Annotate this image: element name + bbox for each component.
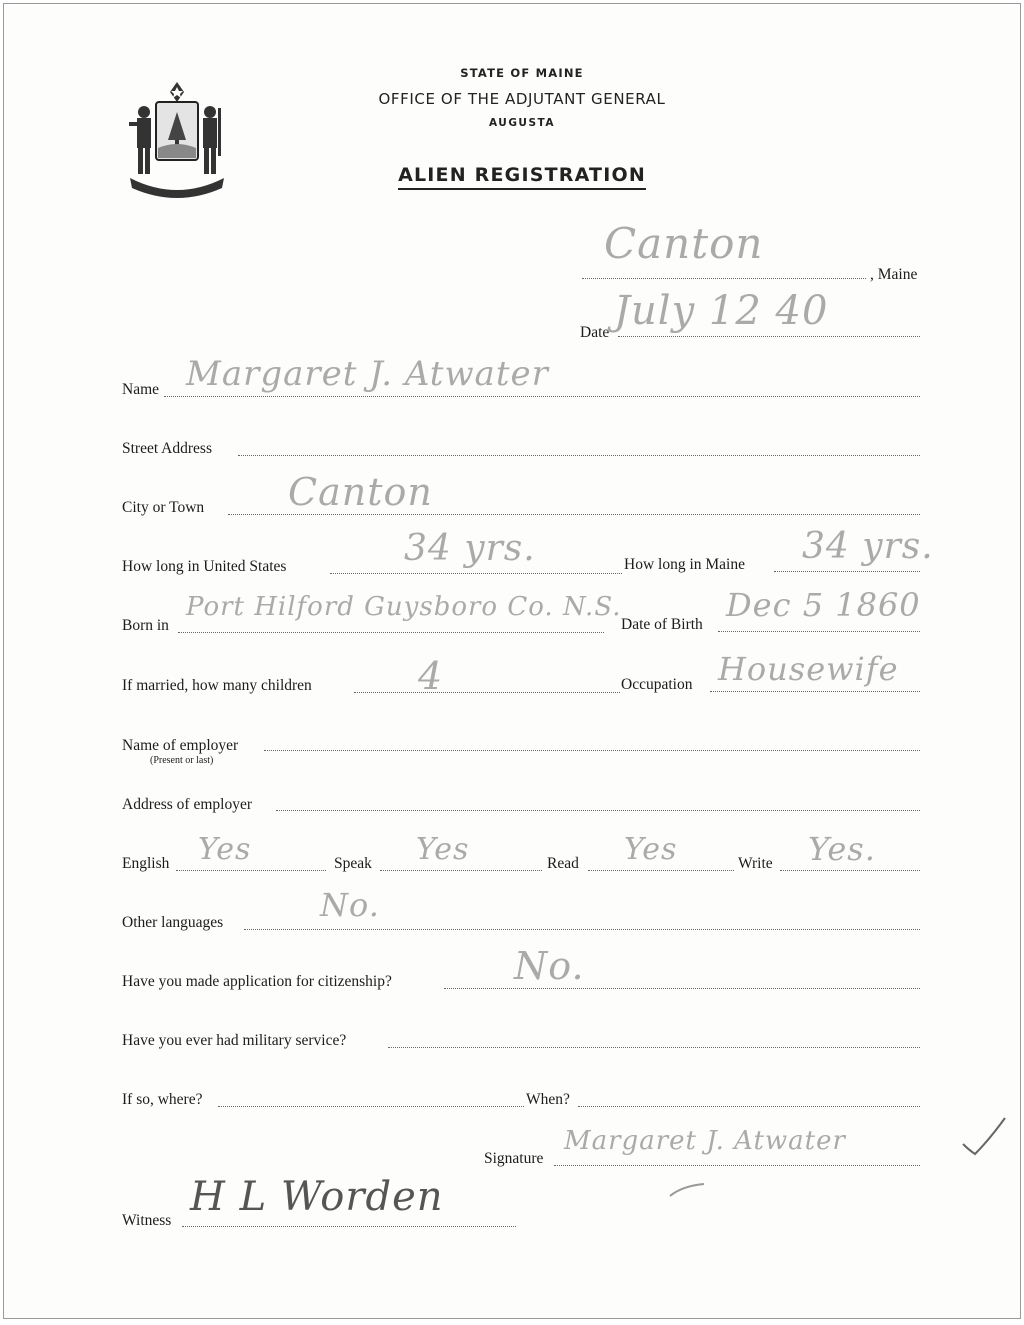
date-line — [618, 336, 920, 337]
read-label: Read — [547, 855, 579, 872]
how-long-us-entry: 34 yrs. — [404, 528, 536, 569]
how-long-maine-line — [774, 571, 920, 572]
read-line — [588, 870, 734, 871]
other-languages-line — [244, 929, 920, 930]
if-so-where-line — [218, 1106, 524, 1107]
children-line — [354, 692, 620, 693]
employer-name-label: Name of employer — [122, 737, 239, 754]
speak-entry: Yes — [416, 832, 470, 867]
date-entry: July 12 40 — [614, 288, 829, 334]
military-label: Have you ever had military service? — [122, 1032, 347, 1049]
name-entry: Margaret J. Atwater — [186, 354, 549, 394]
check-mark-icon — [959, 1114, 1009, 1156]
read-entry: Yes — [624, 832, 678, 867]
occupation-label: Occupation — [621, 676, 693, 693]
english-entry: Yes — [198, 832, 252, 867]
witness-line — [182, 1226, 516, 1227]
street-address-line — [238, 455, 920, 456]
date-label: Date — [580, 324, 610, 341]
city-or-town-entry: Canton — [288, 470, 433, 514]
citizenship-entry: No. — [514, 944, 585, 988]
when-line — [578, 1106, 920, 1107]
signature-entry: Margaret J. Atwater — [564, 1126, 846, 1156]
citizenship-label: Have you made application for citizenship? — [122, 973, 392, 990]
signature-label: Signature — [484, 1150, 544, 1167]
city-heading: AUGUSTA — [488, 117, 555, 129]
alien-registration-form — [3, 3, 1021, 1319]
office-heading: OFFICE OF THE ADJUTANT GENERAL — [378, 90, 666, 108]
employer-address-line — [276, 810, 920, 811]
when-label: When? — [526, 1091, 570, 1108]
street-address-label: Street Address — [122, 440, 212, 457]
born-in-line — [178, 632, 604, 633]
form-title-wrap — [304, 164, 740, 190]
other-languages-label: Other languages — [122, 914, 224, 931]
city-or-town-label: City or Town — [122, 499, 205, 516]
employer-note-label: (Present or last) — [150, 755, 214, 766]
town-entry: Canton — [604, 219, 764, 268]
military-line — [388, 1047, 920, 1048]
english-line — [176, 870, 326, 871]
write-entry: Yes. — [808, 830, 876, 868]
name-line — [164, 396, 920, 397]
born-in-entry: Port Hilford Guysboro Co. N.S. — [186, 592, 622, 622]
how-long-maine-entry: 34 yrs. — [802, 526, 934, 567]
english-label: English — [122, 855, 170, 872]
name-label: Name — [122, 381, 160, 398]
how-long-maine-label: How long in Maine — [624, 556, 745, 573]
occupation-line — [710, 691, 920, 692]
speak-label: Speak — [334, 855, 372, 872]
how-long-us-line — [330, 573, 622, 574]
date-of-birth-label: Date of Birth — [621, 616, 703, 633]
speak-line — [380, 870, 542, 871]
other-languages-entry: No. — [320, 886, 380, 924]
children-label: If married, how many children — [122, 677, 312, 694]
witness-label: Witness — [122, 1212, 172, 1229]
employer-address-label: Address of employer — [122, 796, 252, 813]
citizenship-line — [444, 988, 920, 989]
date-of-birth-line — [718, 631, 920, 632]
town-line — [582, 278, 866, 279]
occupation-entry: Housewife — [718, 650, 899, 688]
children-entry: 4 — [418, 654, 444, 698]
employer-name-line — [264, 750, 920, 751]
city-or-town-line — [228, 514, 920, 515]
signature-line — [554, 1165, 920, 1166]
write-line — [780, 870, 920, 871]
pencil-mark-icon — [664, 1176, 709, 1206]
witness-entry: H L Worden — [190, 1174, 444, 1220]
state-heading: STATE OF MAINE — [460, 66, 584, 80]
born-in-label: Born in — [122, 617, 169, 634]
maine-state-seal-icon — [122, 78, 232, 202]
maine-suffix-label: , Maine — [870, 266, 918, 283]
how-long-us-label: How long in United States — [122, 558, 287, 575]
date-of-birth-entry: Dec 5 1860 — [726, 586, 921, 624]
form-title: ALIEN REGISTRATION — [398, 164, 646, 190]
if-so-where-label: If so, where? — [122, 1091, 203, 1108]
write-label: Write — [738, 855, 773, 872]
